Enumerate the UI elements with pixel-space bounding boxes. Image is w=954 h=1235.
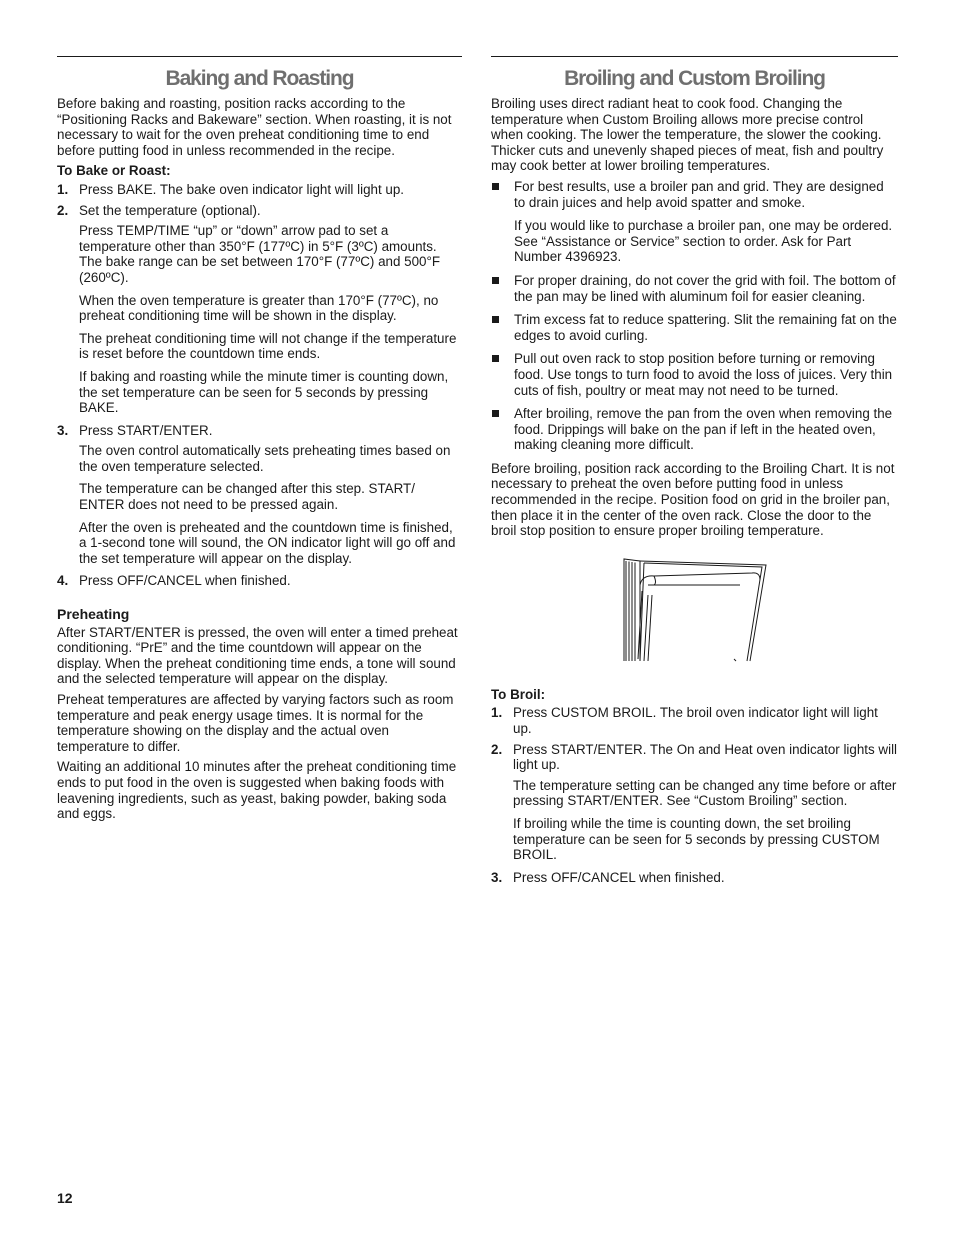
step-note: The temperature can be changed after this step. START/ ENTER does not need to be pressed again. xyxy=(79,481,415,513)
step-4 xyxy=(57,573,462,589)
procedure-heading: To Broil: xyxy=(491,686,546,702)
before-broiling-paragraph: Before broiling, position rack according to the Broiling Chart. It is not necessary to preheat the oven before putting food in unless recommended in the recipe. Position food on grid in the broiler pan, then place it in the center of the oven rack. Close the door to the broil stop position to ensure proper broiling temperature. xyxy=(491,460,895,539)
oven-door-broil-stop-illustration xyxy=(620,555,770,663)
step-text: Set the temperature (optional). xyxy=(79,202,261,218)
baking-roasting-column xyxy=(57,56,462,827)
preheating-paragraph: After START/ENTER is pressed, the oven will enter a timed preheat conditioning. “PrE” and the time countdown will appear on the display. When the preheat conditioning time ends, a tone will sound and the selected temperature will appear on the display. xyxy=(57,624,458,687)
bullet-text: For best results, use a broiler pan and grid. They are designed to drain juices and help avoid spatter and smoke. xyxy=(514,178,884,210)
step-note: The oven control automatically sets preheating times based on the oven temperature selected. xyxy=(79,443,451,474)
step-note: The preheat conditioning time will not change if the temperature is reset before the countdown time ends. xyxy=(79,330,457,362)
preheating-paragraph: Waiting an additional 10 minutes after the preheat conditioning time ends to put food in the oven is suggested when baking foods with leavening ingredients, such as yeast, baking powder, baking soda and eggs. xyxy=(57,759,457,822)
oven-door-drawing xyxy=(620,555,770,663)
step-text: Press BAKE. The bake oven indicator light will light up. xyxy=(79,181,405,197)
step-note: If broiling while the time is counting down, the set broiling temperature can be seen for 5 seconds by pressing CUSTOM BROIL. xyxy=(513,816,880,863)
preheating-paragraph: Preheat temperatures are affected by varying factors such as room temperature and peak energy usage times. It is normal for the temperature showing on the display and the actual oven temperature to differ. xyxy=(57,692,454,754)
broiling-column xyxy=(491,56,898,890)
step-text: Press START/ENTER. xyxy=(79,422,213,438)
bullet-square-icon xyxy=(492,355,499,362)
step-3 xyxy=(57,423,462,439)
bullet-note: If you would like to purchase a broiler pan, one may be ordered. See “Assistance or Service” section to order. Ask for Part Number 4396923. xyxy=(514,218,893,265)
section-rule xyxy=(491,56,898,57)
page-number: 12 xyxy=(57,1190,73,1206)
step-note: If baking and roasting while the minute timer is counting down, the set temperature can be seen for 5 seconds by pressing BAKE. xyxy=(79,368,449,416)
bullet-item xyxy=(491,351,898,398)
section-rule xyxy=(57,56,462,57)
bullet-item xyxy=(491,179,898,265)
intro-paragraph: Before baking and roasting, position racks according to the “Positioning Racks and Bakeware” section. When roasting, it is not necessary to wait for the oven preheat conditioning time to end before putting food in unless recommended in the recipe. xyxy=(57,96,452,158)
bullet-text: Trim excess fat to reduce spattering. Slit the remaining fat on the edges to avoid curling. xyxy=(514,312,897,343)
step-2 xyxy=(491,742,898,773)
procedure-heading: To Bake or Roast: xyxy=(57,163,171,179)
step-text: Press OFF/CANCEL when finished. xyxy=(79,573,291,589)
bullet-item xyxy=(491,273,898,304)
bullet-square-icon xyxy=(492,316,499,323)
step-text: Press OFF/CANCEL when finished. xyxy=(513,869,725,885)
step-2 xyxy=(57,203,462,219)
step-number: 3. xyxy=(491,869,503,885)
bullet-item xyxy=(491,406,898,453)
section-title: Broiling and Custom Broiling xyxy=(564,67,825,90)
step-number: 1. xyxy=(491,705,503,721)
step-note: When the oven temperature is greater than 170°F (77ºC), no preheat conditioning time will be shown in the display. xyxy=(79,292,439,324)
step-number: 2. xyxy=(57,202,69,218)
bullet-text: For proper draining, do not cover the grid with foil. The bottom of the pan may be lined with aluminum foil for easier cleaning. xyxy=(514,272,896,304)
bullet-text: After broiling, remove the pan from the oven when removing the food. Drippings will bake on the pan if left in the heated oven, making cleaning more difficult. xyxy=(514,406,893,453)
bullet-square-icon xyxy=(492,277,499,284)
intro-paragraph: Broiling uses direct radiant heat to cook food. Changing the temperature when Custom Broiling allows more precise control when cooking. The lower the temperature, the slower the cooking. Thicker cuts and unevenly shaped pieces of meat, fish and poultry may cook better at lower broiling temperatures. xyxy=(491,96,884,174)
step-number: 4. xyxy=(57,573,69,589)
bullet-item xyxy=(491,312,898,343)
step-number: 3. xyxy=(57,422,69,438)
bullet-square-icon xyxy=(492,410,499,417)
step-number: 1. xyxy=(57,181,69,197)
step-1 xyxy=(57,182,462,198)
preheating-heading: Preheating xyxy=(57,606,130,623)
step-text: Press CUSTOM BROIL. The broil oven indicator light will light up. xyxy=(513,705,878,737)
step-number: 2. xyxy=(491,741,503,757)
step-note: The temperature setting can be changed any time before or after pressing START/ENTER. See “Custom Broiling” section. xyxy=(513,777,897,809)
bullet-square-icon xyxy=(492,183,499,190)
section-title: Baking and Roasting xyxy=(165,67,354,90)
step-text: Press START/ENTER. The On and Heat oven indicator lights will light up. xyxy=(513,741,898,773)
step-1 xyxy=(491,705,898,736)
step-note: Press TEMP/TIME “up” or “down” arrow pad to set a temperature other than 350°F (177ºC) in 5°F (3ºC) amounts. The bake range can be set between 170°F (77ºC) and 500°F (260ºC). xyxy=(79,223,441,285)
step-note: After the oven is preheated and the countdown time is finished, a 1-second tone will sound, the ON indicator light will go off and the set temperature will appear on the display. xyxy=(79,519,456,566)
bullet-text: Pull out oven rack to stop position before turning or removing food. Use tongs to turn food to avoid the loss of juices. Very thin cuts of fish, poultry or meat may not need to be turned. xyxy=(514,351,893,398)
step-3 xyxy=(491,870,898,886)
